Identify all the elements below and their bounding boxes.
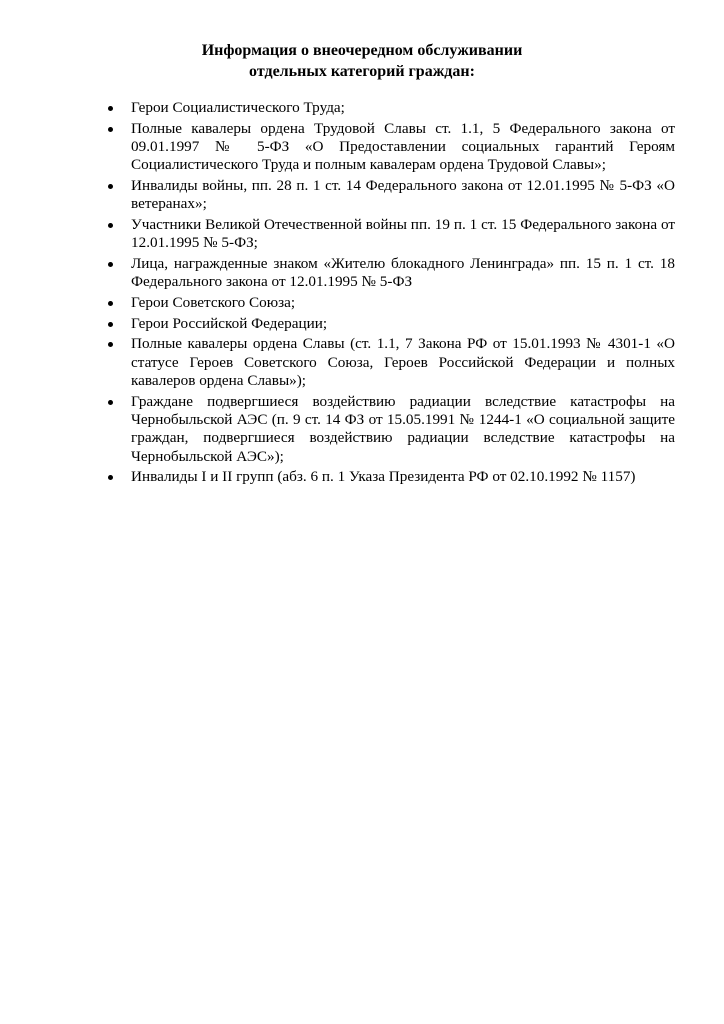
list-item-text: Полные кавалеры ордена Трудовой Славы ст. 1.1, 5 Федерального закона от 09.01.1997 № 5-ФЗ «О Предоставлении социальных гарантий Героям Социалистического Труда и полным кавалерам ордена Трудовой Славы»;: [131, 119, 675, 174]
list-item: [104, 315, 675, 333]
bullet-icon: [108, 184, 113, 189]
bullet-icon: [108, 106, 113, 111]
bullet-icon: [108, 475, 113, 480]
list-item: [104, 216, 675, 253]
list-item-text: Инвалиды войны, пп. 28 п. 1 ст. 14 Федерального закона от 12.01.1995 № 5-ФЗ «О ветеранах»;: [131, 177, 675, 213]
category-list: [104, 99, 675, 489]
document-title: [0, 40, 724, 82]
list-item-text: Лица, награжденные знаком «Жителю блокадного Ленинграда» пп. 15 п. 1 ст. 18 Федерального закона от 12.01.1995 № 5-ФЗ: [131, 255, 675, 291]
bullet-icon: [108, 301, 113, 306]
list-item: [104, 294, 675, 312]
list-item: [104, 335, 675, 390]
list-item-text: Полные кавалеры ордена Славы (ст. 1.1, 7 Закона РФ от 15.01.1993 № 4301-1 «О статусе Героев Советского Союза, Героев Российской Федерации и полных кавалеров ордена Славы»);: [131, 335, 675, 389]
list-item-text: Участники Великой Отечественной войны пп. 19 п. 1 ст. 15 Федерального закона от 12.01.1995 № 5-ФЗ;: [131, 216, 675, 252]
list-item: [104, 468, 675, 486]
bullet-icon: [108, 223, 113, 228]
title-line-1: Информация о внеочередном обслуживании: [201, 42, 523, 59]
list-item: [104, 99, 675, 117]
title-line-2: отдельных категорий граждан:: [249, 63, 475, 80]
bullet-icon: [108, 322, 113, 327]
list-item: [104, 177, 675, 214]
list-item-text: Герои Советского Союза;: [131, 294, 296, 311]
bullet-icon: [108, 127, 113, 132]
list-item-text: Герои Российской Федерации;: [131, 314, 328, 332]
list-item: [104, 120, 675, 175]
bullet-icon: [108, 400, 113, 405]
list-item-text: Граждане подвергшиеся воздействию радиации вследствие катастрофы на Чернобыльской АЭС (п. 9 ст. 14 ФЗ от 15.05.1991 № 1244-1 «О социальной защите граждан, подвергшиеся воздействию радиации вследствие катастрофы на Чернобыльской АЭС»);: [131, 392, 675, 465]
list-item-text: Герои Социалистического Труда;: [131, 99, 345, 116]
list-item: [104, 255, 675, 292]
bullet-icon: [108, 262, 113, 267]
list-item: [104, 393, 675, 467]
list-item-text: Инвалиды I и II групп (абз. 6 п. 1 Указа Президента РФ от 02.10.1992 № 1157): [131, 468, 636, 486]
bullet-icon: [108, 342, 113, 347]
